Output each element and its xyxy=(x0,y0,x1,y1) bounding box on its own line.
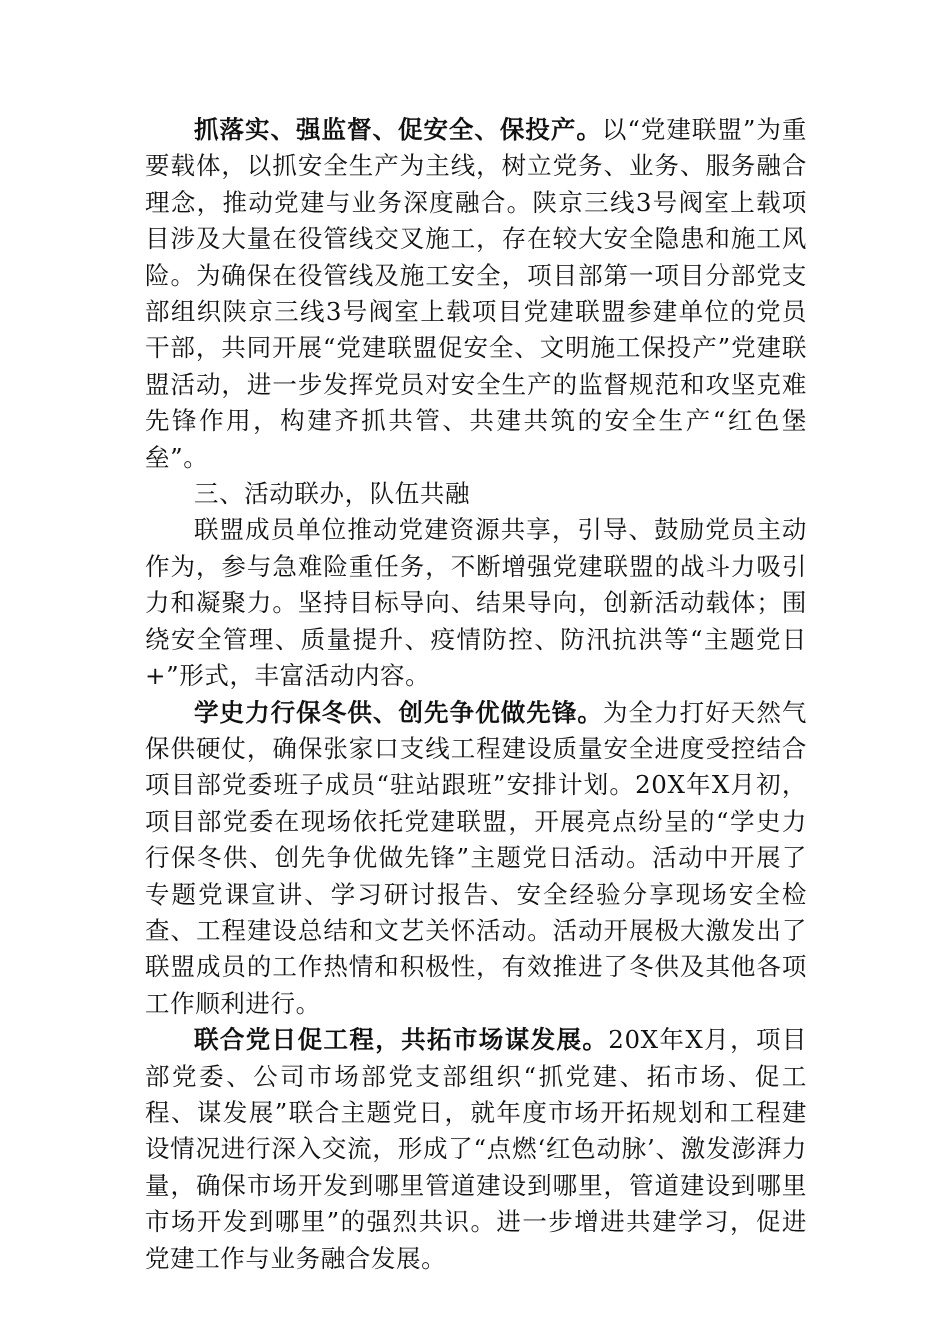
paragraph-market xyxy=(145,1022,807,1277)
paragraph-lead: 抓落实、强监督、促安全、保投产。 xyxy=(194,115,602,144)
paragraph-winter-supply xyxy=(145,695,807,1023)
paragraph-body: 20X年X月，项目部党委、公司市场部党支部组织“抓党建、拓市场、促工程、谋发展”联合主题党日，就年度市场开拓规划和工程建设情况进行深入交流，形成了“点燃‘红色动脉’、激发澎湃力量，确保市场开发到哪里管道建设到哪里，管道建设到哪里市场开发到哪里”的强烈共识。进一步增进共建学习，促进党建工作与业务融合发展。 xyxy=(145,1025,807,1273)
paragraph-lead: 学史力行保冬供、创先争优做先锋。 xyxy=(194,697,603,727)
paragraph-body: 为全力打好天然气保供硬仗，确保张家口支线工程建设质量安全进度受控结合项目部党委班子成员“驻站跟班”安排计划。20X年X月初，项目部党委在现场依托党建联盟，开展亮点纷呈的“学史力行保冬供、创先争优做先锋”主题党日活动。活动中开展了专题党课宣讲、学习研讨报告、安全经验分享现场安全检查、工程建设总结和文艺关怀活动。活动开展极大激发出了联盟成员的工作热情和积极性，有效推进了冬供及其他各项工作顺利进行。 xyxy=(145,697,807,1018)
document-page xyxy=(145,112,807,1277)
paragraph-body: 以“党建联盟”为重要载体，以抓安全生产为主线，树立党务、业务、服务融合理念，推动党建与业务深度融合。陕京三线3号阀室上载项目涉及大量在役管线交叉施工，存在较大安全隐患和施工风险。为确保在役管线及施工安全，项目部第一项目分部党支部组织陕京三线3号阀室上载项目党建联盟参建单位的党员干部，共同开展“党建联盟促安全、文明施工保投产”党建联盟活动，进一步发挥党员对安全生产的监督规范和攻坚克难先锋作用，构建齐抓共管、共建共筑的安全生产“红色堡垒”。 xyxy=(145,115,807,472)
section-heading: 三、活动联办，队伍共融 xyxy=(194,479,471,509)
paragraph-safety xyxy=(145,112,807,476)
paragraph-resources xyxy=(145,512,807,694)
paragraph-body: 联盟成员单位推动党建资源共享，引导、鼓励党员主动作为，参与急难险重任务，不断增强党建联盟的战斗力吸引力和凝聚力。坚持目标导向、结果导向，创新活动载体；围绕安全管理、质量提升、疫情防控、防汛抗洪等“主题党日+”形式，丰富活动内容。 xyxy=(145,515,807,691)
paragraph-lead: 联合党日促工程，共拓市场谋发展。 xyxy=(194,1025,609,1055)
